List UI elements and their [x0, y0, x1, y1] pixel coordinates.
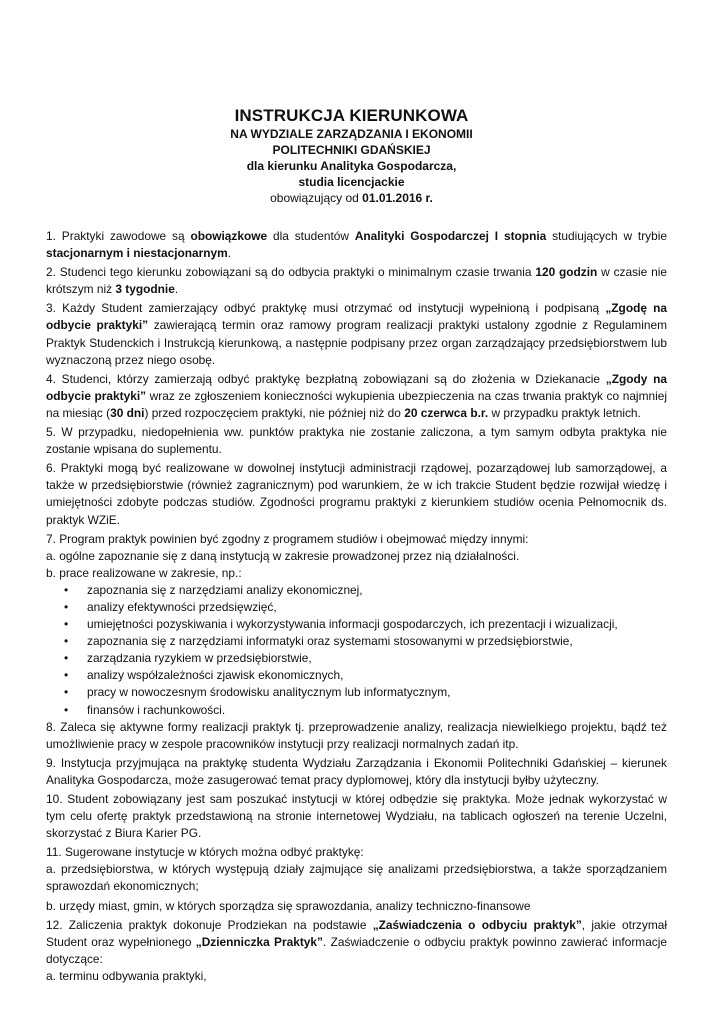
paragraph-10: 10. Student zobowiązany jest sam poszukać instytucji w której odbędzie się praktyka. Może jednak wykorzystać w tym celu ofertę praktyk przedstawioną na stronie internetowej Wydziału, na tablicach ogłoszeń na terenie Uczelni, skorzystać z Biura Karier PG.	[46, 792, 667, 841]
list-item: • umiejętności pozyskiwania i wykorzystywania informacji gospodarczych, ich prezentacji i wizualizacji,	[46, 616, 667, 633]
paragraph-7	[46, 531, 667, 719]
paragraph-2: 2. Studenci tego kierunku zobowiązani są do odbycia praktyki o minimalnym czasie trwania 120 godzin w czasie nie krótszym niż 3 tygodnie.	[46, 265, 667, 297]
paragraph-11	[46, 844, 667, 914]
paragraph-12-text: 12. Zaliczenia praktyk dokonuje Prodziekan na podstawie „Zaświadczenia o odbyciu praktyk”, jakie otrzymał Student oraz wypełnionego „Dzienniczka Praktyk”. Zaświadczenie o odbyciu praktyk powinno zawierać informacje dotyczące:	[46, 917, 668, 966]
paragraph-7-intro: 7. Program praktyk powinien być zgodny z programem studiów i obejmować między innymi:	[46, 531, 529, 546]
list-item: • analizy współzależności zjawisk ekonomicznych,	[46, 667, 667, 684]
list-item: • finansów i rachunkowości.	[46, 702, 667, 719]
paragraph-3: 3. Każdy Student zamierzający odbyć praktykę musi otrzymać od instytucji wypełnioną i podpisaną „Zgodę na odbycie praktyki” zawierającą termin oraz ramowy program realizacji praktyki ustalony zgodnie z Regulaminem Praktyk Studenckich i Instrukcją kierunkową, a następnie podpisany przez organ zarządzający przedsiębiorstwem lub wyznaczoną przez niego osobę.	[46, 301, 667, 367]
document-body	[46, 228, 667, 985]
work-scope-list	[46, 582, 667, 719]
bullet-icon: •	[64, 599, 69, 614]
paragraph-11-item-a: a. przedsiębiorstwa, w których występują działy zajmujące się analizami przedsiębiorstwa, a także sporządzaniem sprawozdań ekonomicznych;	[46, 862, 667, 894]
paragraph-5: 5. W przypadku, niedopełnienia ww. punktów praktyka nie zostanie zaliczona, a tym samym odbyta praktyka nie zostanie wpisana do suplementu.	[46, 425, 667, 457]
bullet-icon: •	[64, 685, 69, 700]
list-item: • zapoznania się z narzędziami analizy ekonomicznej,	[46, 582, 667, 599]
bullet-icon: •	[64, 651, 69, 666]
faculty-line: NA WYDZIALE ZARZĄDZANIA I EKONOMII	[230, 127, 473, 141]
document-title: INSTRUKCJA KIERUNKOWA	[234, 106, 469, 125]
study-level-line: studia licencjackie	[298, 175, 405, 189]
list-item: • zapoznania się z narzędziami informatyki oraz systemami stosowanymi w przedsiębiorstwie,	[46, 633, 667, 650]
bullet-icon: •	[64, 617, 69, 632]
program-line: dla kierunku Analityka Gospodarcza,	[246, 159, 457, 173]
university-line: POLITECHNIKI GDAŃSKIEJ	[272, 143, 431, 157]
list-item: • analizy efektywności przedsięwzięć,	[46, 599, 667, 616]
list-item: • pracy w nowoczesnym środowisku analitycznym lub informatycznym,	[46, 684, 667, 701]
paragraph-7-item-b: b. prace realizowane w zakresie, np.:	[46, 565, 242, 580]
paragraph-6: 6. Praktyki mogą być realizowane w dowolnej instytucji administracji rządowej, pozarządowej lub samorządowej, a także w przedsiębiorstwie (również zagranicznym) pod warunkiem, że w ich trakcie Student będzie rozwijał wiedzę i umiejętności zdobyte podczas studiów. Zgodności programu praktyki z kierunkiem studiów ocenia Pełnomocnik ds. praktyk WZiE.	[46, 461, 667, 527]
list-item: • zarządzania ryzykiem w przedsiębiorstwie,	[46, 650, 667, 667]
bullet-icon: •	[64, 582, 69, 597]
effective-date-line: obowiązujący od 01.01.2016 r.	[270, 191, 433, 205]
bullet-icon: •	[64, 634, 69, 649]
paragraph-11-intro: 11. Sugerowane instytucje w których można odbyć praktykę:	[46, 845, 364, 860]
paragraph-11-item-b: b. urzędy miast, gmin, w których sporządza się sprawozdania, analizy techniczno-finansowe	[46, 898, 531, 913]
document-header	[0, 106, 703, 206]
paragraph-9: 9. Instytucja przyjmująca na praktykę studenta Wydziału Zarządzania i Ekonomii Politechniki Gdańskiej – kierunek Analityka Gospodarcza, może zasugerować temat pracy dyplomowej, który dla instytucji byłby użyteczny.	[46, 755, 667, 787]
paragraph-1: 1. Praktyki zawodowe są obowiązkowe dla studentów Analityki Gospodarczej I stopnia studiujących w trybie stacjonarnym i niestacjonarnym.	[46, 229, 667, 261]
paragraph-12	[46, 917, 667, 985]
bullet-icon: •	[64, 702, 69, 717]
bullet-icon: •	[64, 668, 69, 683]
paragraph-4: 4. Studenci, którzy zamierzają odbyć praktykę bezpłatną zobowiązani są do złożenia w Dziekanacie „Zgody na odbycie praktyki” wraz ze zgłoszeniem konieczności wykupienia ubezpieczenia na czas trwania praktyk co najmniej na miesiąc (30 dni) przed rozpoczęciem praktyki, nie później niż do 20 czerwca b.r. w przypadku praktyk letnich.	[46, 371, 667, 420]
paragraph-12-item-a: a. terminu odbywania praktyki,	[46, 968, 207, 983]
effective-date: 01.01.2016 r.	[362, 191, 433, 205]
paragraph-8: 8. Zaleca się aktywne formy realizacji praktyk tj. przeprowadzenie analizy, realizacja niewielkiego projektu, bądź też umożliwienie pracy w zespole pracowników instytucji przy realizacji normalnych zadań itp.	[46, 719, 667, 751]
paragraph-7-item-a: a. ogólne zapoznanie się z daną instytucją w zakresie prowadzonej przez nią działalności.	[46, 548, 520, 563]
